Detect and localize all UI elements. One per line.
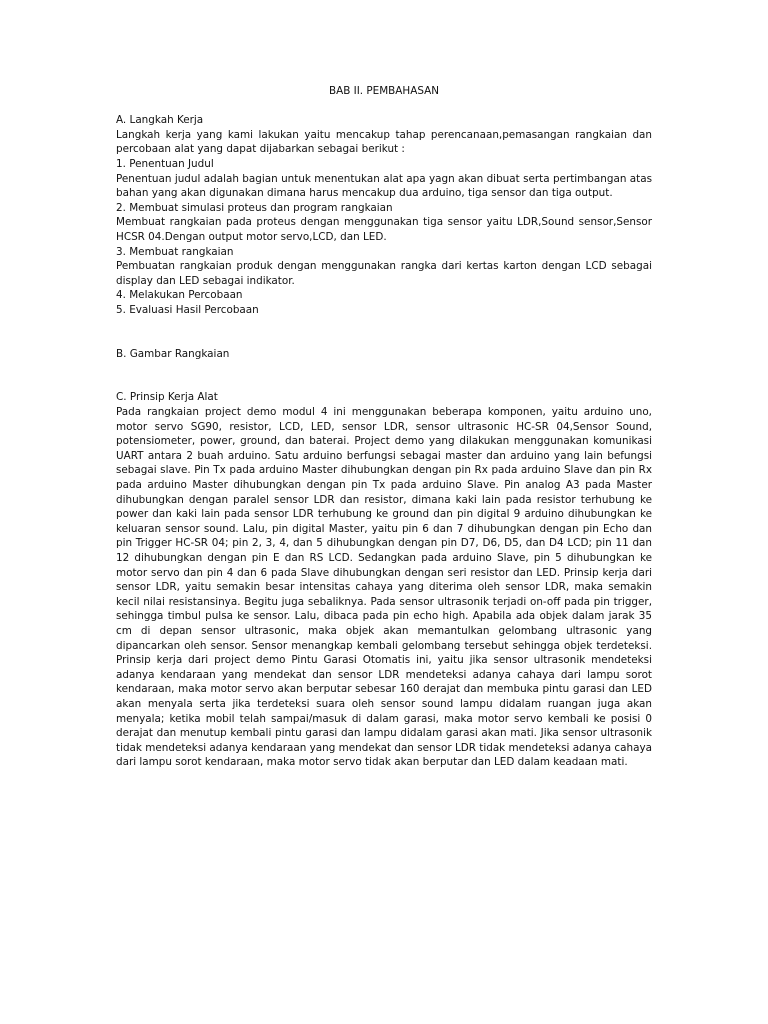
step-2-heading: 2. Membuat simulasi proteus dan program rangkaian	[116, 201, 393, 214]
step-3-heading: 3. Membuat rangkaian	[116, 245, 234, 258]
section-a-heading: A. Langkah Kerja	[116, 114, 204, 127]
step-2-text: Membuat rangkaian pada proteus dengan menggunakan tiga sensor yaitu LDR,Sound sensor,Sensor HCSR 04.Dengan output motor servo,LCD, dan LED.	[116, 216, 652, 243]
step-5-heading: 5. Evaluasi Hasil Percobaan	[116, 303, 259, 316]
section-b-heading: B. Gambar Rangkaian	[116, 347, 230, 360]
step-1-heading: 1. Penentuan Judul	[116, 157, 214, 170]
spacer	[116, 318, 652, 347]
document-page	[116, 84, 652, 770]
section-c-body: Pada rangkaian project demo modul 4 ini menggunakan beberapa komponen, yaitu arduino uno, motor servo SG90, resistor, LCD, LED, sensor LDR, sensor ultrasonic HC-SR 04,Sensor Sound, potensiometer, power, ground, dan baterai. Project demo yang dilakukan menggunakan komunikasi UART antara 2 buah arduino. Satu arduino berfungsi sebagai master dan arduino yang lain befungsi sebagai slave. Pin Tx pada arduino Master dihubungkan dengan pin Rx pada arduino Slave dan pin Rx pada arduino Master dihubungkan dengan pin Tx pada arduino Slave. Pin analog A3 pada Master dihubungkan dengan paralel sensor LDR dan resistor, dimana kaki lain pada resistor terhubung ke power dan kaki lain pada sensor LDR terhubung ke ground dan pin digital 9 arduino dihubungkan ke keluaran sensor sound. Lalu, pin digital Master, yaitu pin 6 dan 7 dihubungkan dengan pin Echo dan pin Trigger HC-SR 04; pin 2, 3, 4, dan 5 dihubungkan dengan pin D7, D6, D5, dan D4 LCD; pin 11 dan 12 dihubungkan dengan pin E dan RS LCD. Sedangkan pada arduino Slave, pin 5 dihubungkan ke motor servo dan pin 4 dan 6 pada Slave dihubungkan dengan seri resistor dan LED. Prinsip kerja dari sensor LDR, yaitu semakin besar intensitas cahaya yang diterima oleh sensor LDR, maka semakin kecil nilai resistansinya. Begitu juga sebaliknya. Pada sensor ultrasonik terjadi on-off pada pin trigger, sehingga timbul pulsa ke sensor. Lalu, dibaca pada pin echo high. Apabila ada objek dalam jarak 35 cm di depan sensor ultrasonic, maka objek akan memantulkan gelombang ultrasonic yang dipancarkan oleh sensor. Sensor menangkap kembali gelombang tersebut sehingga objek terdeteksi. Prinsip kerja dari project demo Pintu Garasi Otomatis ini, yaitu jika sensor ultrasonik mendeteksi adanya kendaraan yang mendekat dan sensor LDR mendeteksi adanya cahaya dari lampu sorot kendaraan, maka motor servo akan berputar sebesar 160 derajat dan membuka pintu garasi dan LED akan menyala serta jika terdeteksi suara oleh sensor sound lampu didalam ruangan juga akan menyala; ketika mobil telah sampai/masuk di dalam garasi, maka motor servo kembali ke posisi 0 derajat dan menutup kembali pintu garasi dan lampu didalam garasi akan mati. Jika sensor ultrasonik tidak mendeteksi adanya kendaraan yang mendekat dan sensor LDR tidak mendeteksi adanya cahaya dari lampu sorot kendaraan, maka motor servo tidak akan berputar dan LED dalam keadaan mati.	[116, 406, 652, 769]
step-1-text: Penentuan judul adalah bagian untuk menentukan alat apa yagn akan dibuat serta pertimbangan atas bahan yang akan digunakan dimana harus mencakup dua arduino, tiga sensor dan tiga output.	[116, 172, 652, 200]
chapter-title: BAB II. PEMBAHASAN	[328, 85, 440, 97]
section-c-heading: C. Prinsip Kerja Alat	[116, 391, 218, 404]
step-3-text: Pembuatan rangkaian produk dengan menggunakan rangka dari kertas karton dengan LCD sebagai display dan LED sebagai indikator.	[116, 260, 652, 287]
spacer	[116, 361, 652, 390]
section-a-intro: Langkah kerja yang kami lakukan yaitu mencakup tahap perencanaan,pemasangan rangkaian dan percobaan alat yang dapat dijabarkan sebagai berikut :	[116, 128, 652, 156]
step-4-heading: 4. Melakukan Percobaan	[116, 289, 243, 302]
